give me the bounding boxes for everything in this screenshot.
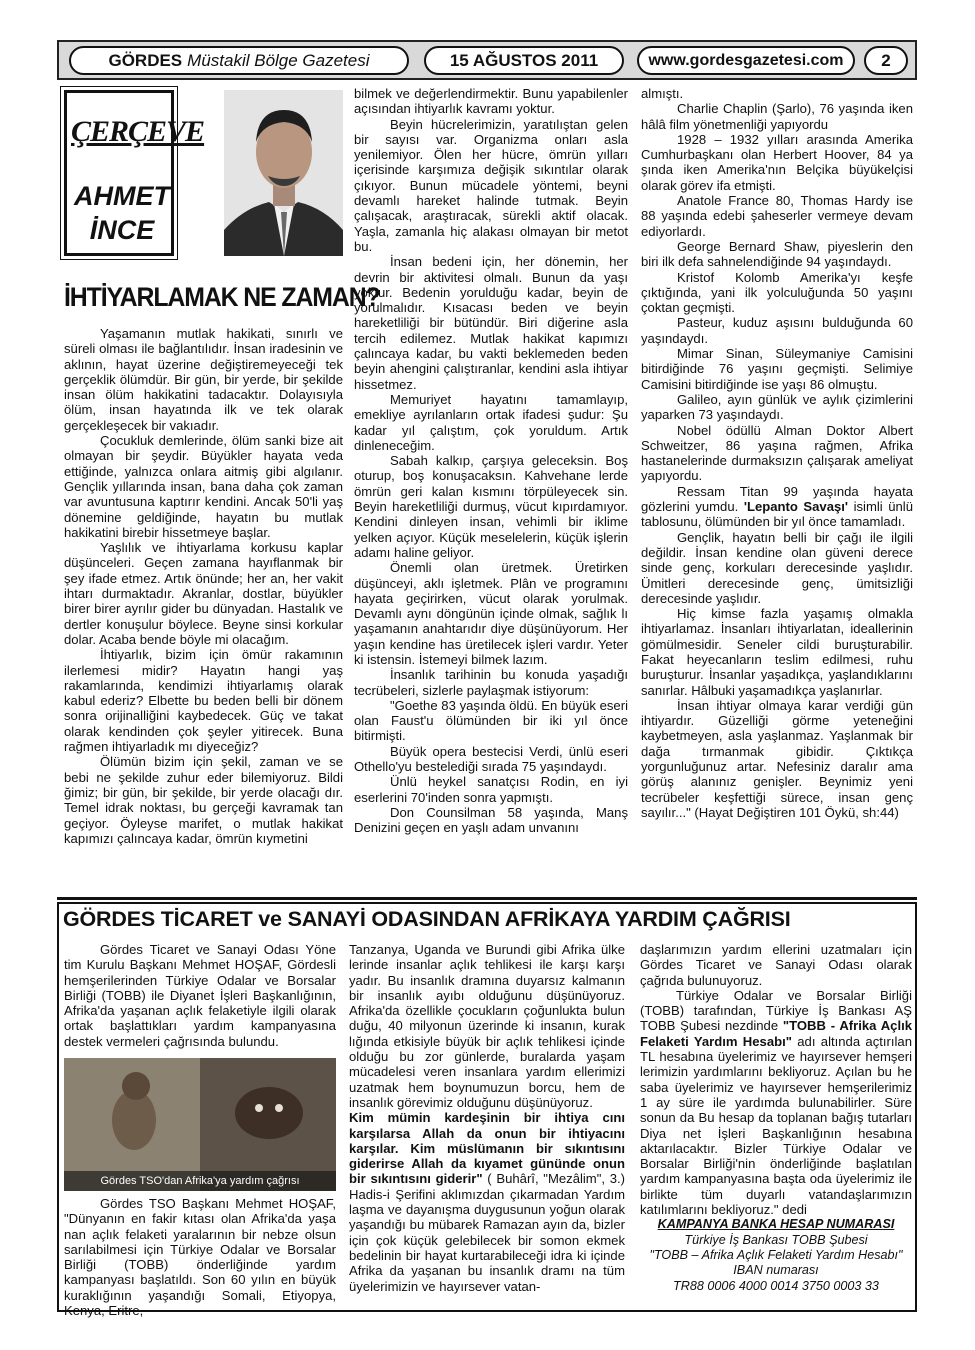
paragraph: Gördes TSO Başkanı Mehmet HOŞAF, "Dünyanın en fakir kıtası olan Afrika'da yaşa nan açlık felaketi yaralarının bir nebze olsun sarılabilmesi için Türkiye Odalar ve Borsalar Birliği (TOBB) önderliğinde yardım kampanyası başlatıldı. Son 60 yılın en büyük kuraklığının yaşandığı Somali, Etiyopya, Kenya, Eritre,: [64, 1196, 336, 1319]
paragraph: İnsan ihtiyar olmaya karar verdiği gün ihtiyardır. Güzelliği görme yeteneğini kaybetmeyen, asla yaşlanmaz. Yaşlanmak bir dağa tırmanmak gibidir. Çıktıkça yorgunluğunuz artar. Nefesiniz daralır ama görüş alanınız genişler. Beynimiz yeni tecrübeler keşfettiği sürece, insan genç sayılır..." (Hayat Değiştiren 101 Öykü, sh:44): [641, 697, 913, 820]
paragraph: Beyin hücrelerimizin, yaratılıştan gelen bir sayısı var. Organizma onları asla yenilemiyor. Ölen her hücre, ömrün yılları içerisinde karşımıza değişik sıkıntılar olarak çıkıyor. Bunun mücadele yöntemi, beyni devamlı hareket halinde tutmak. Beyin çalışacak, araştıracak, sürekli aktif olacak. Yaşla, zamanla hiç alakası olmayan bir metot bu.: [354, 116, 628, 254]
article-column-3: [641, 86, 913, 820]
paragraph: Yaşlılık ve ihtiyarlama korkusu kaplar düşünceleri. Geçen zamana hayıflanmak bir şey ifade etmez. Artık önünde; her an, her vakit ihtarı durmaktadır. Akranlar, dostlar, büyükler birer birer ayrılır gider bu dünyadan. Hastalık ve dertler konuşulur böylece. Beyne sinsi korkular dolar. Acaba bende böyle mi olacağım.: [64, 540, 343, 647]
painting-title: 'Lepanto Savaşı': [743, 499, 849, 515]
text-run: ( Buhârî, "Mezâlim", 3.) Hadis-i Şerifini aklımızdan çıkarmadan Yardım laşma ve dayanışma duygusunun yoğun olarak yaşandığı bu mübarek Ramazan ayın da, bizler için çok küçük gelebilecek bir somon ekmek bedelinin bir hayat kurtarabileceği idra ki içinde Afrika da yaşanan bu insanlık dramı na tüm üyelerimizin ve hayırsever vatan-: [349, 1171, 625, 1294]
paragraph: Galileo, ayın günlük ve aylık çizimlerini yaparken 73 yaşındaydı.: [641, 391, 913, 423]
paragraph: Gençlik, hayatın belli bir çağı ile ilgili değildir. İnsan kendine olan güveni derece sinde genç, korkuları derecesinde yaşlıdır. Ümitleri derecesinde genç, ümitsizliği derecesinde yaşlıdır.: [641, 529, 913, 606]
paragraph: İnsan bedeni için, her dönemin, her devrin bir aktivitesi olmalı. Bunun da yaşı yoktur. Bedenin yorulduğu kadar, beyin de yorulmalıdır. Kısacası beden ve beyin hareketliliği bir bütündür. Biri diğerine asla tercih edilemez. Mutlak hakikat kapımızı çalıncaya kadar, bu vakti beklemeden beden beyin ahengini çalıştıranlar, kendini asla ihtiyar hissetmez.: [354, 254, 628, 392]
article-headline: İHTİYARLAMAK NE ZAMAN?: [64, 282, 380, 312]
paragraph: Anatole France 80, Thomas Hardy ise 88 yaşında edebi şaheserler vermeye devam ediyorlardı.: [641, 193, 913, 239]
section-divider: [57, 897, 917, 900]
text-run: Türkiye Odalar ve Borsalar Birliği (TOBB) tarafından, Türkiye İş Bankası AŞ TOBB Şubesi nezdinde: [640, 987, 912, 1034]
news-column-2: [349, 942, 625, 1294]
news-column-1-bottom: [64, 1196, 336, 1318]
paragraph: Charlie Chaplin (Şarlo), 76 yaşında iken hâlâ film yönetmenliği yapıyordu: [641, 101, 913, 132]
paragraph: Tanzanya, Uganda ve Burundi gibi Afrika ülke lerinde insanlar açlık tehlikesi ile karşı karşı yadır. Bu insanlık dramına duyarsız kalmanın bir insanlık ayıbı olduğunu düşünüyoruz. Afrika'da özellikle çocukların çoğunlukta bulun duğu, 40 milyonun üzerinde ki insanın, kurak lığında etkisiyle büyük bir açlık tehlikesi içinde olduğu bu zor günlerde, buralarda yaşam mücadelesi veren insanlara yardım ellerimizi uzatmak hem boynumuzun borcu, hem de insanlık görevimiz olduğunu düşünüyoruz.: [349, 942, 625, 1110]
news-photo: [64, 1058, 336, 1191]
column-label-box: [64, 90, 205, 256]
paragraph: Yaşamanın mutlak hakikati, sınırlı ve süreli olması ile bağlantılıdır. İnsan iradesinin ve aklının, hayat üzerine değiştiremeyeceği tek gerçeklik ölümdür. Bir gün, bir yerde, bir şekilde insan ölüm hakikatini tadacaktır. Dolayısıyla ölüm, insan hayatında ilk ve tek olarak gerçekleşecek bir vakıadır.: [64, 326, 343, 433]
article-column-2: [354, 86, 628, 836]
news-column-1-top: [64, 942, 336, 1049]
paragraph: Büyük opera bestecisi Verdi, ünlü eseri Othello'yu bestelediği sırada 75 yaşındaydı.: [354, 743, 628, 775]
paragraph-hadith: [349, 1110, 625, 1294]
news-headline: GÖRDES TİCARET ve SANAYİ ODASINDAN AFRİKAYA YARDIM ÇAĞRISI: [63, 907, 791, 931]
paragraph: "Goethe 83 yaşında öldü. En büyük eseri olan Faust'u ölümünden bir iki yıl önce bitirmişti.: [354, 697, 628, 744]
paragraph-account: [640, 988, 912, 1217]
paragraph: daşlarımızın yardım ellerini uzatmaları için Gördes Ticaret ve Sanayi Odası olarak çağrıda bulunuyoruz.: [640, 942, 912, 988]
photo-caption: Gördes TSO'dan Afrika'ya yardım çağrısı: [64, 1171, 336, 1191]
issue-date: 15 AĞUSTOS 2011: [424, 46, 624, 75]
column-title: ÇERÇEVE: [71, 115, 205, 148]
bank-line: Türkiye İş Bankası TOBB Şubesi: [684, 1232, 868, 1247]
account-name: "TOBB - Afrika Açlık Felaketi Yardım Hesabı": [640, 1018, 913, 1049]
page-number: 2: [864, 46, 908, 75]
paragraph: bilmek ve değerlendirmektir. Bunu yapabilenler açısından ihtiyarlık kavramı yoktur.: [354, 86, 628, 117]
author-first-name: AHMET: [74, 181, 170, 211]
newspaper-name: [69, 46, 409, 75]
paragraph: Memuriyet hayatını tamamlayıp, emekliye ayrılanların ortak ifadesi şudur: Şu kadar yıl çalıştım, çok yoruldum. Artık dinleneceğim.: [354, 391, 628, 453]
author-last-name: İNCE: [89, 215, 155, 245]
paragraph: Ünlü heykel sanatçısı Rodin, en iyi eserlerini 70'inden sonra yapmıştı.: [354, 774, 628, 805]
paragraph: Önemli olan üretmek. Üretirken düşünceyi, aklı işletmek. Plân ve programını hayata geçirirken, vücut olarak yorulmak. Devamlı aynı döngünün içinde olmak, sağlık lı yaşamanın anahtarıdır diye düşünüyorum. Her yaşın kendine has üretilecek işleri vardır. Yeter ki istensin. İstemeyi bilmek lazım.: [354, 560, 628, 667]
paragraph: İhtiyarlık, bizim için ömür rakamının ilerlemesi midir? Hayatın hangi yaş rakamlarında, kendimizi ihtiyarlamış olarak kabul ederiz? Elbette bu beden belli bir dönem sonra orijinalliğini kaybedecek. Güç ve takat olarak kendinden çok şeyler yitirecek. Buna rağmen ihtiyarladık mı diyeceğiz?: [64, 647, 343, 755]
paragraph: Nobel ödüllü Alman Doktor Albert Schweitzer, 86 yaşına rağmen, Afrika hastanelerinde durmaksızın çalışarak ameliyat yapıyordu.: [641, 422, 913, 484]
paper-name: GÖRDES: [108, 50, 183, 70]
text-run: adı altında açtırılan TL hesabına üyelerimiz ve hayırsever hemşeri lerimizin yardımlarını bekliyoruz. Açılan bu he saba üyelerimiz ve hayırsever hemşerilerimiz 1 ay süre ile yardımda bulunabilirler. Süre sonun da Bu hesap da toplanan bağış tutarları Diya net İşleri Başkanlığının hesabına aktarılacaktır. Bizler Türkiye Odalar ve Borsalar Birliği'nin önderliğinde başlatılan yardım kampanyasına başta oda üyelerimiz ile birlikte tüm duyarlı vatandaşlarımızın katılımlarını bekliyoruz." dedi: [640, 1033, 912, 1218]
article-column-1: [64, 326, 343, 846]
paragraph: Hiç kimse fazla yaşamış olmakla ihtiyarlamaz. İnsanları ihtiyarlatan, ideallerinin gömülmesidir. Seneler cildi buruşturabilir. Fakat heyecanların teslim edilmesi, ruhu buruşturur. İnsanlar yaşadıkça, yaşlandıklarını sanırlar. Hâlbuki yaşamadıkça yaşlanırlar.: [641, 606, 913, 698]
paragraph: İnsanlık tarihinin bu konuda yaşadığı tecrübeleri, sizlerle paylaşmak istiyorum:: [354, 667, 628, 698]
hadith-quote: Kim mümin kardeşinin bir ihtiya cını karşılarsa Allah da onun bir ihtiyacını karşılar. Kim müslümanın bir sıkıntısını giderirse Allah da kıyamet gününde onun bir sıkıntısını giderir": [349, 1110, 625, 1187]
paper-subtitle: Müstakil Bölge Gazetesi: [187, 50, 370, 70]
paragraph: 1928 – 1932 yılları arasında Amerika Cumhurbaşkanı olan Herbert Hoover, 84 ya şında iken Amerika'nın Belçika büyükelçisi olarak görev ifa etmişti.: [641, 131, 913, 193]
author-portrait: [224, 90, 343, 256]
news-column-3: [640, 942, 912, 1294]
text-run: Ressam Titan 99 yaşında hayata gözlerini yumdu.: [641, 483, 913, 515]
paragraph-ressam: [641, 484, 913, 530]
paragraph: Sabah kalkıp, çarşıya geleceksin. Boş oturup, boş konuşacaksın. Kahvehane lerde ömrün geri kalan kısmını törpüleyecek sin. Beyin hareketliliği durmuş, vücut kıpırdamıyor. Kendini dinleyen insan, vehimli bir iklime yelken açıyor. Küçük meselelerin, küçük işlerin adamı haline geliyor.: [354, 453, 628, 560]
page-header: [57, 40, 917, 80]
bank-line: "TOBB – Afrika Açlık Felaketi Yardım Hesabı": [649, 1247, 903, 1262]
paragraph: Ölümün bizim için şekil, zaman ve se bebi ne şekilde zuhur eder bilemiyoruz. Bildi ğimiz; bir gün, bir şekilde, bir yerde olacağı dır. Temel idrak noktası, bu gerçeği kavramak tan geçiyor. Öyleyse marifet, o mutlak hakikat kapımızı çalıncaya kadar, ömrün kıymetini: [64, 754, 343, 846]
paragraph: Don Counsilman 58 yaşında, Manş Denizini geçen en yaşlı adam unvanını: [354, 804, 628, 836]
paragraph: Mimar Sinan, Süleymaniye Camisini bitirdiğinde 76 yaşını geçmişti. Selimiye Camisini bitirdiğinde ise yaşı 86 olmuştu.: [641, 346, 913, 392]
author-column-box: [64, 90, 343, 256]
paragraph: Gördes Ticaret ve Sanayi Odası Yöne tim Kurulu Başkanı Mehmet HOŞAF, Gördesli hemşerilerinden Türkiye Odalar ve Borsalar Birliği (TOBB) ile Diyanet İşleri Başkanlığının, Afrika'da yaşanan açlık felaketiyle ilgili olarak ortak başlattıkları yardım kampanyasına destek vermeleri çağrısında bulundu.: [64, 942, 336, 1049]
bank-title: KAMPANYA BANKA HESAP NUMARASI: [657, 1217, 895, 1232]
iban-number: TR88 0006 4000 0014 3750 0003 33: [673, 1278, 879, 1293]
paragraph: George Bernard Shaw, piyeslerin den biri ilk defa sahnelendiğinde 94 yaşındaydı.: [641, 238, 913, 270]
paragraph: Çocukluk demlerinde, ölüm sanki bize ait olmayan bir şeydir. Büyükler hayata veda ettiğinde, yalnızca onlara aitmiş gibi algılanır. Gençlik yıllarında insan, bana daha çok zaman var avuntusuna kaptırır kendini. Ancak 50'li yaş dönemine geldiğinde, hayatın bu mutlak hakikatini birebir hissetmeye başlar.: [64, 433, 343, 540]
paragraph: Kristof Kolomb Amerika'yı keşfe çıktığında, yani ilk yolculuğunda 50 yaşını çoktan geçmişti.: [641, 269, 913, 316]
paragraph: Pasteur, kuduz aşısını bulduğunda 60 yaşındaydı.: [641, 315, 913, 346]
bank-account-info: [640, 1217, 912, 1293]
bank-line: IBAN numarası: [733, 1263, 819, 1278]
paragraph: almıştı.: [641, 86, 684, 101]
text-run: isimli ünlü tablosunu, ölümünden bir yıl önce tamamladı.: [641, 499, 913, 530]
website-link[interactable]: www.gordesgazetesi.com: [637, 46, 855, 75]
